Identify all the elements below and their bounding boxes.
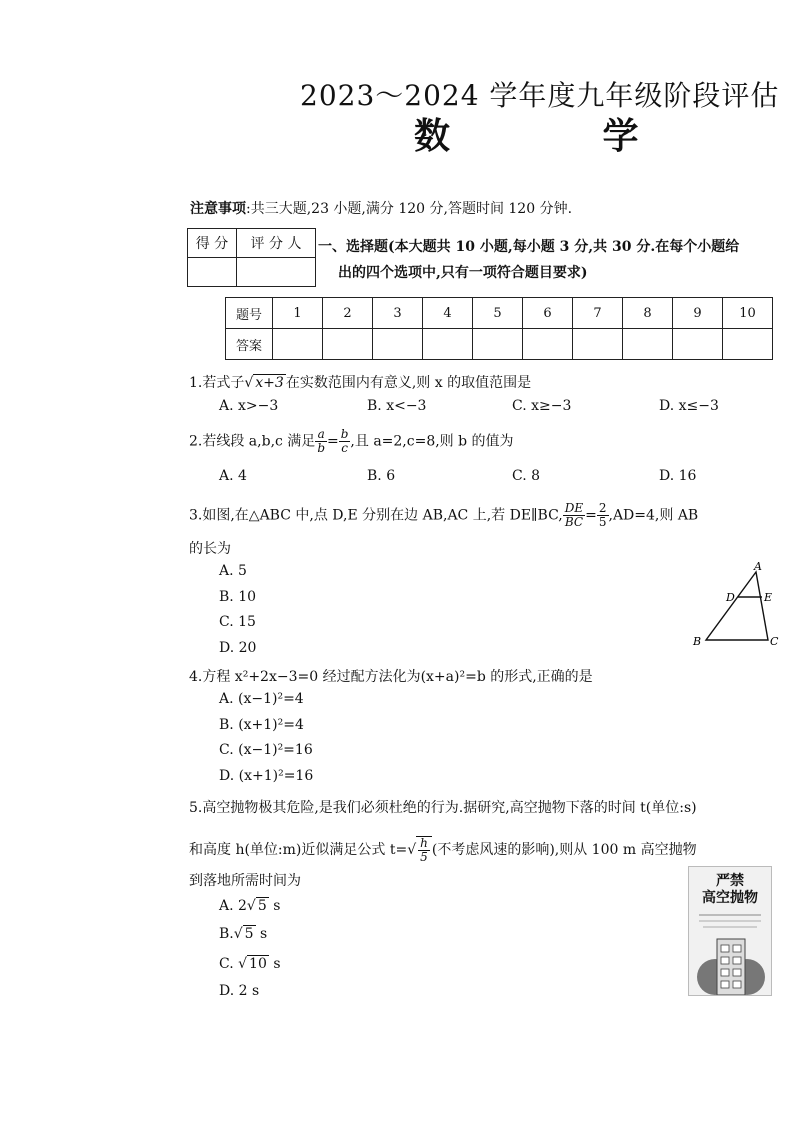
sqrt-sign: √ bbox=[407, 842, 417, 858]
q3-option-b[interactable]: B. 10 bbox=[219, 589, 257, 605]
q3-option-d[interactable]: D. 20 bbox=[219, 640, 257, 656]
label-b: B bbox=[693, 635, 702, 648]
label-d: D bbox=[726, 591, 735, 604]
exam-title: 2023～2024 学年度九年级阶段评估 bbox=[300, 79, 780, 112]
score-box bbox=[187, 228, 316, 287]
q4-option-b[interactable]: B. (x+1)²=4 bbox=[219, 717, 304, 733]
q1-suffix: 在实数范围内有意义,则 x 的取值范围是 bbox=[285, 375, 532, 391]
answer-table bbox=[225, 297, 773, 360]
question-number: 2 bbox=[323, 298, 373, 329]
poster-title bbox=[689, 873, 771, 907]
q5-option-a[interactable]: A. 2√ 5 s bbox=[219, 898, 281, 914]
question-5-line3: 到落地所需时间为 bbox=[189, 873, 301, 889]
triangle-abc bbox=[706, 572, 768, 640]
q5-fraction: $\frac{h}{5}$ bbox=[416, 836, 432, 864]
q5-option-b[interactable]: B.√ 5 s bbox=[219, 926, 268, 942]
q2-prefix: 2.若线段 a,b,c 满足 bbox=[189, 433, 316, 450]
q2-fraction-2: $\frac{b}{c}$ bbox=[340, 427, 349, 455]
question-number: 5 bbox=[473, 298, 523, 329]
grader-cell[interactable] bbox=[237, 258, 316, 287]
q2-option-c[interactable]: C. 8 bbox=[512, 468, 541, 484]
sqrt-sign: √ bbox=[238, 956, 248, 972]
q3-fraction-1: $\frac{DE}{BC}$ bbox=[564, 501, 584, 529]
question-1-stem bbox=[189, 372, 531, 392]
question-3-stem bbox=[189, 502, 698, 529]
question-number: 3 bbox=[373, 298, 423, 329]
notice-text: :共三大题,23 小题,满分 120 分,答题时间 120 分钟. bbox=[246, 201, 573, 217]
q3-stem-line2: 的长为 bbox=[189, 541, 231, 557]
q5-option-c[interactable]: C. √ 10 s bbox=[219, 956, 281, 972]
q1-option-b[interactable]: B. x<−3 bbox=[367, 398, 427, 414]
q3-suffix: ,AD=4,则 AB bbox=[608, 507, 699, 524]
poster-line1: 严禁 bbox=[716, 873, 744, 889]
q3-prefix: 3.如图,在△ABC 中,点 D,E 分别在边 AB,AC 上,若 DE∥BC, bbox=[189, 507, 563, 524]
q1-prefix: 1.若式子 bbox=[189, 375, 245, 391]
answer-cell[interactable] bbox=[273, 329, 323, 360]
q4-option-a[interactable]: A. (x−1)²=4 bbox=[219, 691, 304, 707]
question-2-stem bbox=[189, 428, 514, 455]
q3-equals: = bbox=[585, 507, 597, 524]
q4-option-d[interactable]: D. (x+1)²=16 bbox=[219, 768, 314, 784]
answer-table-number-row bbox=[226, 298, 773, 329]
label-a: A bbox=[754, 560, 762, 573]
label-c: C bbox=[770, 635, 779, 648]
q3-option-c[interactable]: C. 15 bbox=[219, 614, 256, 630]
q1-option-d[interactable]: D. x≤−3 bbox=[659, 398, 719, 414]
section-heading-line1: 一、选择题(本大题共 10 小题,每小题 3 分,共 30 分.在每个小题给 bbox=[318, 239, 740, 255]
q3-fraction-2: $\frac{2}{5}$ bbox=[598, 501, 607, 529]
answer-cell[interactable] bbox=[473, 329, 523, 360]
score-cell[interactable] bbox=[188, 258, 237, 287]
answer-cell[interactable] bbox=[373, 329, 423, 360]
question-number-label: 题号 bbox=[226, 298, 273, 329]
q1-radicand: x+3 bbox=[255, 375, 284, 391]
question-5-line2 bbox=[189, 836, 697, 864]
section-heading bbox=[318, 234, 778, 286]
q2-option-a[interactable]: A. 4 bbox=[219, 468, 247, 484]
poster-no-throwing-image bbox=[688, 866, 772, 996]
notice bbox=[190, 198, 572, 218]
q5-suffix: (不考虑风速的影响),则从 100 m 高空抛物 bbox=[431, 842, 697, 858]
answer-table-answer-row bbox=[226, 329, 773, 360]
question-number: 9 bbox=[673, 298, 723, 329]
answer-cell[interactable] bbox=[673, 329, 723, 360]
sqrt-sign: √ bbox=[233, 926, 243, 942]
question-5-line1: 5.高空抛物极其危险,是我们必须杜绝的行为.据研究,高空抛物下落的时间 t(单位:s) bbox=[189, 800, 697, 816]
question-number: 4 bbox=[423, 298, 473, 329]
subject-title: 数 学 bbox=[414, 115, 709, 157]
question-number: 8 bbox=[623, 298, 673, 329]
q2-fraction-1: $\frac{a}{b}$ bbox=[317, 427, 325, 455]
answer-cell[interactable] bbox=[323, 329, 373, 360]
poster-line2: 高空抛物 bbox=[702, 890, 758, 906]
q2-option-d[interactable]: D. 16 bbox=[659, 468, 697, 484]
answer-cell[interactable] bbox=[723, 329, 773, 360]
sqrt-sign: √ bbox=[244, 375, 254, 391]
sqrt-sign: √ bbox=[246, 898, 256, 914]
question-number: 10 bbox=[723, 298, 773, 329]
answer-cell[interactable] bbox=[623, 329, 673, 360]
q5-option-d[interactable]: D. 2 s bbox=[219, 983, 260, 999]
q5-prefix: 和高度 h(单位:m)近似满足公式 t= bbox=[189, 842, 408, 858]
notice-label: 注意事项 bbox=[190, 201, 246, 217]
q4-option-c[interactable]: C. (x−1)²=16 bbox=[219, 742, 313, 758]
answer-cell[interactable] bbox=[423, 329, 473, 360]
question-number: 7 bbox=[573, 298, 623, 329]
q1-option-c[interactable]: C. x≥−3 bbox=[512, 398, 572, 414]
building-icon bbox=[689, 911, 771, 995]
question-number: 1 bbox=[273, 298, 323, 329]
answer-label: 答案 bbox=[226, 329, 273, 360]
question-number: 6 bbox=[523, 298, 573, 329]
q2-option-b[interactable]: B. 6 bbox=[367, 468, 396, 484]
answer-cell[interactable] bbox=[573, 329, 623, 360]
triangle-figure bbox=[686, 558, 786, 650]
q2-suffix: ,且 a=2,c=8,则 b 的值为 bbox=[350, 433, 514, 450]
q2-equals: = bbox=[327, 433, 339, 450]
label-e: E bbox=[764, 591, 773, 604]
section-heading-line2: 出的四个选项中,只有一项符合题目要求) bbox=[338, 265, 588, 281]
score-label: 得 分 bbox=[188, 229, 237, 258]
question-4-stem: 4.方程 x²+2x−3=0 经过配方法化为(x+a)²=b 的形式,正确的是 bbox=[189, 669, 593, 685]
grader-label: 评 分 人 bbox=[237, 229, 316, 258]
q1-option-a[interactable]: A. x>−3 bbox=[219, 398, 279, 414]
answer-cell[interactable] bbox=[523, 329, 573, 360]
q3-option-a[interactable]: A. 5 bbox=[219, 563, 247, 579]
